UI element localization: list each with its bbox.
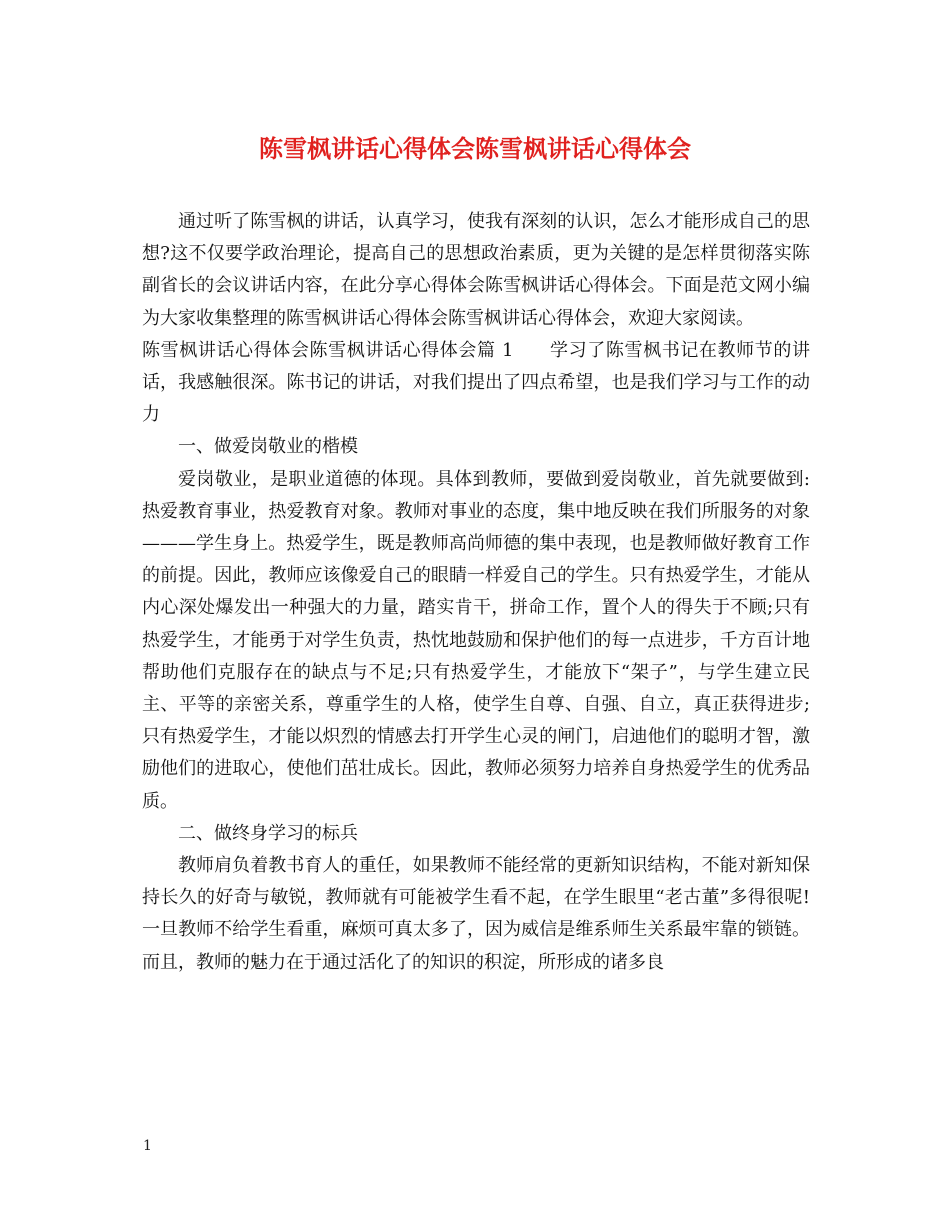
document-body — [142, 206, 810, 979]
page-number: 1 — [143, 1138, 152, 1154]
intro-paragraph: 通过听了陈雪枫的讲话，认真学习，使我有深刻的认识，怎么才能形成自己的思想?这不仅要学政治理论，提高自己的思想政治素质，更为关键的是怎样贯彻落实陈副省长的会议讲话内容，在此分享心得体会陈雪枫讲话心得体会。下面是范文网小编为大家收集整理的陈雪枫讲话心得体会陈雪枫讲话心得体会，欢迎大家阅读。 — [142, 211, 810, 329]
article-heading: 陈雪枫讲话心得体会陈雪枫讲话心得体会篇 1 — [142, 339, 514, 361]
document-title: 陈雪枫讲话心得体会陈雪枫讲话心得体会 — [259, 134, 691, 163]
section-paragraph-2: 教师肩负着教书育人的重任，如果教师不能经常的更新知识结构，不能对新知保持长久的好奇与敏锐，教师就有可能被学生看不起，在学生眼里“老古董”多得很呢!一旦教师不给学生看重，麻烦可真太多了，因为威信是维系师生关系最牢靠的锁链。而且，教师的魅力在于通过活化了的知识的积淀，所形成的诸多良 — [142, 855, 810, 973]
article-first-paragraph — [142, 335, 810, 432]
article-lead: 学习了陈雪枫书记在教师节的讲话，我感触很深。陈书记的讲话，对我们提出了四点希望，也是我们学习与工作的动力 — [142, 339, 811, 426]
section-heading-2: 二、做终身学习的标兵 — [178, 822, 358, 844]
section-heading-1: 一、做爱岗敬业的楷模 — [178, 436, 358, 458]
section-paragraph-1: 爱岗敬业，是职业道德的体现。具体到教师，要做到爱岗敬业，首先就要做到:热爱教育事业，热爱教育对象。教师对事业的态度，集中地反映在我们所服务的对象———学生身上。热爱学生，既是教师高尚师德的集中表现，也是教师做好教育工作的前提。因此，教师应该像爱自己的眼睛一样爱自己的学生。只有热爱学生，才能从内心深处爆发出一种强大的力量，踏实肯干，拼命工作，置个人的得失于不顾;只有热爱学生，才能勇于对学生负责，热忱地鼓励和保护他们的每一点进步，千方百计地帮助他们克服存在的缺点与不足;只有热爱学生，才能放下“架子”，与学生建立民主、平等的亲密关系，尊重学生的人格，使学生自尊、自强、自立，真正获得进步;只有热爱学生，才能以炽烈的情感去打开学生心灵的闸门，启迪他们的聪明才智，激励他们的进取心，使他们茁壮成长。因此，教师必须努力培养自身热爱学生的优秀品质。 — [142, 468, 810, 812]
